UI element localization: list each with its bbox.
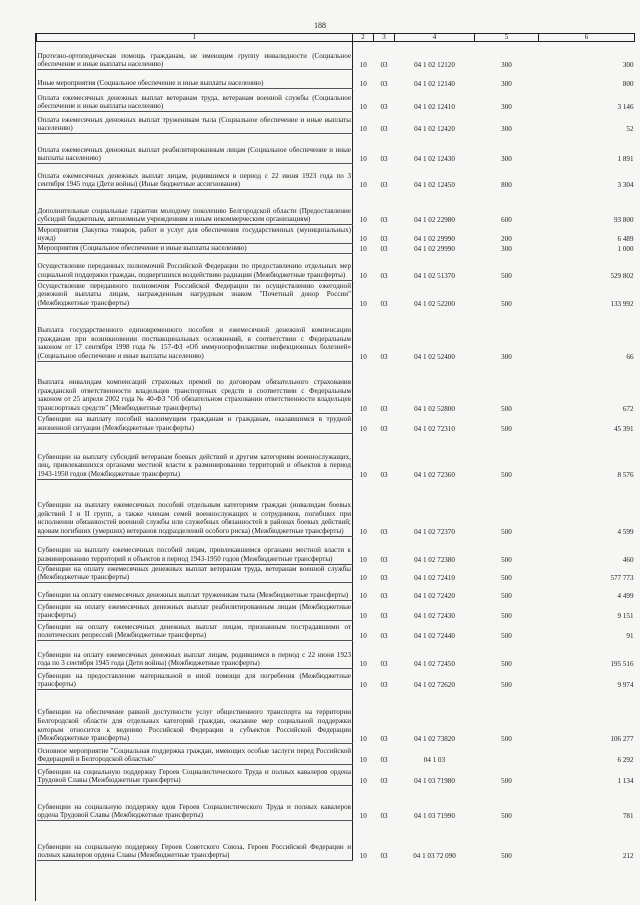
row-subsection-code: 03 (380, 299, 388, 308)
row-amount: 800 (622, 79, 634, 88)
row-target-article: 04 1 02 51370 (414, 271, 455, 280)
row-expense-type: 500 (501, 271, 512, 280)
row-target-article: 04 1 02 72410 (414, 573, 455, 582)
row-subsection-code: 03 (380, 352, 388, 361)
row-subsection-code: 03 (380, 470, 388, 479)
row-subsection-code: 03 (380, 79, 388, 88)
row-subsection-code: 03 (380, 755, 388, 764)
row-subsection-code: 03 (380, 611, 388, 620)
row-description: Оплата ежемесячных денежных выплат труженикам тыла (Социальное обеспечение и иные выплаты населению) (37, 112, 353, 134)
row-target-article: 04 1 03 71990 (414, 811, 455, 820)
table-body (37, 42, 635, 861)
table-row (37, 225, 635, 244)
row-subsection-code: 03 (380, 527, 388, 536)
row-expense-type: 500 (501, 555, 512, 564)
row-target-article: 04 1 02 72370 (414, 527, 455, 536)
row-description: Выплата государственного единовременного пособия и ежемесячной денежной компенсации гражданам при возникновении поствакцинальных осложнений, в соответствии с Федеральным законом от 17 сентября 1998 года № 157-ФЗ «Об иммунопрофилактике инфекционных болезней» (Социальное обеспечение и иные выплаты населению) (37, 308, 353, 361)
table-row (37, 244, 635, 254)
row-expense-type: 500 (501, 424, 512, 433)
row-description: Субвенции на выплату субсидий ветеранам боевых действий и другим категориям военнослужащих, лиц, привлекавшихся органами местной власти к разминированию территорий и объектов в период 1943-1950 годов (Межбюджетные трансферты) (37, 433, 353, 479)
row-description: Субвенции на выплату пособий малоимущим гражданам и гражданам, оказавшимся в трудной жизненной ситуации (Межбюджетные трансферты) (37, 413, 353, 433)
row-description: Субвенции на оплату ежемесячных денежных выплат лицам, признанным пострадавшими от политических репрессий (Межбюджетные трансферты) (37, 620, 353, 640)
table-row (37, 582, 635, 600)
row-target-article: 04 1 02 72620 (414, 680, 455, 689)
row-section-code: 10 (359, 424, 367, 433)
table-row (37, 112, 635, 134)
row-subsection-code: 03 (380, 271, 388, 280)
row-amount: 195 516 (610, 659, 634, 668)
row-amount: 3 304 (617, 180, 634, 189)
row-section-code: 10 (359, 611, 367, 620)
row-amount: 460 (622, 555, 634, 564)
row-section-code: 10 (359, 154, 367, 163)
row-section-code: 10 (359, 734, 367, 743)
row-section-code: 10 (359, 352, 367, 361)
row-target-article: 04 1 02 12450 (414, 180, 455, 189)
row-target-article: 04 1 03 (423, 755, 446, 764)
row-expense-type: 300 (501, 244, 512, 253)
row-subsection-code: 03 (380, 573, 388, 582)
row-subsection-code: 03 (380, 124, 388, 133)
row-section-code: 10 (359, 215, 367, 224)
row-amount: 6 292 (617, 755, 634, 764)
row-description: Субвенции на оплату ежемесячных денежных выплат реабилитированным лицам (Межбюджетные трансферты) (37, 600, 353, 620)
row-expense-type: 300 (501, 60, 512, 69)
row-amount: 300 (622, 60, 634, 69)
row-amount: 93 800 (613, 215, 634, 224)
row-section-code: 10 (359, 244, 367, 253)
table-row (37, 620, 635, 640)
row-amount: 672 (622, 404, 634, 413)
row-amount: 4 599 (617, 527, 634, 536)
row-subsection-code: 03 (380, 659, 388, 668)
table-row (37, 743, 635, 764)
row-description: Мероприятия (Социальное обеспечение и иные выплаты населению) (37, 244, 353, 254)
row-amount: 133 992 (610, 299, 634, 308)
budget-table (36, 33, 635, 861)
row-expense-type: 300 (501, 154, 512, 163)
row-target-article: 04 1 02 72360 (414, 470, 455, 479)
row-section-code: 10 (359, 555, 367, 564)
row-section-code: 10 (359, 851, 367, 860)
table-row (37, 785, 635, 820)
row-expense-type: 300 (501, 79, 512, 88)
row-description: Субвенции на предоставление материальной и иной помощи для погребения (Межбюджетные трансферты) (37, 668, 353, 689)
row-target-article: 04 1 02 12430 (414, 154, 455, 163)
row-expense-type: 800 (501, 180, 512, 189)
row-description: Осуществление переданного полномочия Российской Федерации по осуществлению ежегодной денежной выплаты лицам, награжденным нагрудным знаком "Почетный донор России" (Межбюджетные трансферты) (37, 281, 351, 307)
row-subsection-code: 03 (380, 680, 388, 689)
row-target-article: 04 1 02 29990 (414, 234, 455, 243)
row-expense-type: 300 (501, 124, 512, 133)
row-subsection-code: 03 (380, 244, 388, 253)
row-description: Субвенции на социальную поддержку вдов Героев Социалистического Труда и полных кавалеров ордена Трудовой Славы (Межбюджетные трансферты) (37, 785, 353, 820)
row-section-code: 10 (359, 404, 367, 413)
page-number: 188 (314, 21, 326, 30)
row-description: Субвенции на обеспечение равной доступности услуг общественного транспорта на территории Белгородской области для отдельных категорий граждан, оказание мер социальной поддержки которым относится к ведению Российской Федерации и субъектов Российской Федерации (Межбюджетные трансферты) (37, 689, 353, 743)
row-target-article: 04 1 02 72450 (414, 659, 455, 668)
row-subsection-code: 03 (380, 555, 388, 564)
table-row (37, 413, 635, 433)
row-section-code: 10 (359, 234, 367, 243)
row-amount: 45 391 (613, 424, 634, 433)
table-row (37, 820, 635, 860)
table-row (37, 134, 635, 164)
row-amount: 52 (626, 124, 634, 133)
row-section-code: 10 (359, 527, 367, 536)
row-section-code: 10 (359, 680, 367, 689)
row-target-article: 04 1 02 29990 (414, 244, 455, 253)
column-header-1: 1 (37, 34, 353, 42)
row-expense-type: 500 (501, 573, 512, 582)
row-description: Субвенции на оплату ежемесячных денежных выплат лицам, родившимся в период с 22 июня 1923 года по 3 сентября 1945 года (Дети войны) (Межбюджетные трансферты) (37, 640, 353, 668)
row-subsection-code: 03 (380, 851, 388, 860)
row-subsection-code: 03 (380, 102, 388, 111)
column-header-3: 3 (374, 34, 395, 42)
table-row (37, 308, 635, 361)
row-expense-type: 500 (501, 527, 512, 536)
row-target-article: 04 1 02 12140 (414, 79, 455, 88)
row-subsection-code: 03 (380, 811, 388, 820)
row-amount: 9 974 (617, 680, 634, 689)
row-expense-type: 500 (501, 470, 512, 479)
table-row (37, 479, 635, 536)
row-expense-type: 300 (501, 352, 512, 361)
row-amount: 4 499 (617, 591, 634, 600)
row-amount: 6 489 (617, 234, 634, 243)
row-subsection-code: 03 (380, 154, 388, 163)
row-description: Протезно-ортопедическая помощь гражданам, не имеющим группу инвалидности (Социальное обеспечение и иные выплаты населению) (37, 42, 353, 70)
table-row (37, 361, 635, 413)
row-section-code: 10 (359, 659, 367, 668)
row-section-code: 10 (359, 470, 367, 479)
row-expense-type: 200 (501, 234, 512, 243)
row-amount: 9 151 (617, 611, 634, 620)
row-description: Основное мероприятие "Социальная поддержка граждан, имеющих особые заслуги перед Российской Федерацией и Белгородской областью" (37, 743, 353, 764)
table-row (37, 600, 635, 620)
table-row (37, 280, 635, 308)
table-row (37, 42, 635, 70)
row-subsection-code: 03 (380, 180, 388, 189)
row-target-article: 04 1 02 22980 (414, 215, 455, 224)
row-expense-type: 500 (501, 659, 512, 668)
row-description: Субвенции на оплату ежемесячных денежных выплат ветеранам труда, ветеранам военной службы (Межбюджетные трансферты) (37, 564, 351, 582)
document-sheet (35, 33, 634, 901)
row-target-article: 04 1 02 52200 (414, 299, 455, 308)
row-expense-type: 500 (501, 776, 512, 785)
row-description: Дополнительные социальные гарантии молодому поколению Белгородской области (Предоставление субсидий бюджетным, автономным учреждениям и иным некоммерческим организациям) (37, 190, 353, 225)
row-section-code: 10 (359, 79, 367, 88)
row-target-article: 04 1 02 52400 (414, 352, 455, 361)
row-subsection-code: 03 (380, 234, 388, 243)
row-target-article: 04 1 02 72440 (414, 631, 455, 640)
table-row (37, 640, 635, 668)
table-header (37, 34, 635, 42)
row-description: Выплата инвалидам компенсаций страховых премий по договорам обязательного страхования гражданской ответственности владельцев транспортных средств в соответствии с Федеральным законом от 25 апреля 2002 года № 40-ФЗ "Об обязательном страховании ответственности владельцев транспортных средств" (Межбюджетные трансферты) (37, 361, 353, 413)
table-row (37, 689, 635, 743)
row-section-code: 10 (359, 776, 367, 785)
row-expense-type: 500 (501, 851, 512, 860)
row-section-code: 10 (359, 591, 367, 600)
row-section-code: 10 (359, 124, 367, 133)
row-amount: 529 802 (610, 271, 634, 280)
row-target-article: 04 1 02 12120 (414, 60, 455, 69)
row-subsection-code: 03 (380, 591, 388, 600)
row-target-article: 04 1 02 52800 (414, 404, 455, 413)
row-subsection-code: 03 (380, 424, 388, 433)
row-target-article: 04 1 02 72380 (414, 555, 455, 564)
row-expense-type: 500 (501, 299, 512, 308)
table-row (37, 70, 635, 89)
row-target-article: 04 1 02 72430 (414, 611, 455, 620)
row-description: Субвенции на выплату ежемесячных пособий отдельным категориям граждан (инвалидам боевых действий I и II групп, а также членам семей военнослужащих и сотрудников, погибших при исполнении обязанностей военной службы или служебных обязанностей в районах боевых действий; вдовам погибших (умерших) ветеранов подразделений особого риска) (Межбюджетные трансферты) (37, 479, 353, 536)
row-target-article: 04 1 03 72 090 (413, 851, 456, 860)
row-expense-type: 500 (501, 811, 512, 820)
row-section-code: 10 (359, 60, 367, 69)
row-target-article: 04 1 02 12420 (414, 124, 455, 133)
row-description: Мероприятия (Закупка товаров, работ и услуг для обеспечения государственных (муниципальных) нужд) (37, 225, 351, 243)
table-row (37, 433, 635, 479)
table-row (37, 564, 635, 582)
row-expense-type: 500 (501, 680, 512, 689)
column-header-4: 4 (395, 34, 475, 42)
row-section-code: 10 (359, 631, 367, 640)
row-amount: 1 000 (617, 244, 634, 253)
row-section-code: 10 (359, 271, 367, 280)
row-section-code: 10 (359, 299, 367, 308)
row-description: Оплата ежемесячных денежных выплат реабилитированным лицам (Социальное обеспечение и иные выплаты населению) (37, 134, 353, 164)
column-header-2: 2 (353, 34, 374, 42)
row-expense-type: 300 (501, 102, 512, 111)
row-expense-type: 500 (501, 404, 512, 413)
row-amount: 3 146 (617, 102, 634, 111)
row-description: Осуществление переданных полномочий Российской Федерации по предоставлению отдельных мер социальной поддержки граждан, подвергшихся воздействию радиации (Межбюджетные трансферты) (37, 253, 353, 280)
row-expense-type: 500 (501, 611, 512, 620)
row-description: Оплата ежемесячных денежных выплат ветеранам труда, ветеранам военной службы (Социальное обеспечение и иные выплаты населению) (37, 89, 353, 112)
row-target-article: 04 1 02 73820 (414, 734, 455, 743)
row-amount: 212 (622, 851, 634, 860)
row-target-article: 04 1 02 72310 (414, 424, 455, 433)
row-section-code: 10 (359, 102, 367, 111)
table-row (37, 253, 635, 280)
row-description: Субвенции на социальную поддержку Героев Советского Союза, Героев Российской Федерации и полных кавалеров ордена Славы (Межбюджетные трансферты) (37, 820, 353, 860)
row-expense-type: 500 (501, 591, 512, 600)
table-row (37, 89, 635, 112)
table-row (37, 668, 635, 689)
row-amount: 1 891 (617, 154, 634, 163)
column-header-6: 6 (539, 34, 635, 42)
row-amount: 577 773 (610, 573, 634, 582)
row-expense-type: 500 (501, 631, 512, 640)
row-expense-type: 500 (501, 734, 512, 743)
row-section-code: 10 (359, 811, 367, 820)
row-description: Иные мероприятия (Социальное обеспечение и иные выплаты населению) (37, 70, 353, 89)
row-amount: 781 (622, 811, 634, 820)
row-subsection-code: 03 (380, 404, 388, 413)
column-header-5: 5 (475, 34, 539, 42)
row-subsection-code: 03 (380, 776, 388, 785)
row-amount: 8 576 (617, 470, 634, 479)
row-amount: 106 277 (610, 734, 634, 743)
table-row (37, 190, 635, 225)
table-row (37, 164, 635, 190)
row-amount: 91 (626, 631, 634, 640)
row-amount: 66 (626, 352, 634, 361)
table-row (37, 764, 635, 785)
row-subsection-code: 03 (380, 215, 388, 224)
row-subsection-code: 03 (380, 734, 388, 743)
row-target-article: 04 1 03 71980 (414, 776, 455, 785)
row-subsection-code: 03 (380, 631, 388, 640)
row-target-article: 04 1 02 12410 (414, 102, 455, 111)
row-expense-type: 600 (501, 215, 512, 224)
row-amount: 1 134 (617, 776, 634, 785)
row-subsection-code: 03 (380, 60, 388, 69)
row-target-article: 04 1 02 72420 (414, 591, 455, 600)
row-section-code: 10 (359, 755, 367, 764)
table-row (37, 536, 635, 564)
row-section-code: 10 (359, 573, 367, 582)
row-description: Оплата ежемесячных денежных выплат лицам, родившимся в период с 22 июня 1923 года по 3 сентября 1945 года (Дети войны) (Иные бюджетные ассигнования) (37, 164, 353, 190)
row-expense-type (475, 743, 539, 764)
row-description: Субвенции на социальную поддержку Героев Социалистического Труда и полных кавалеров ордена Трудовой Славы (Межбюджетные трансферты) (37, 764, 353, 785)
row-description: Субвенции на выплату ежемесячных пособий лицам, привлекавшимся органами местной власти к разминированию территорий и объектов в период 1943-1950 годов (Межбюджетные трансферты) (37, 536, 353, 564)
row-section-code: 10 (359, 180, 367, 189)
row-description: Субвенции на оплату ежемесячных денежных выплат труженикам тыла (Межбюджетные трансферты) (37, 582, 353, 600)
